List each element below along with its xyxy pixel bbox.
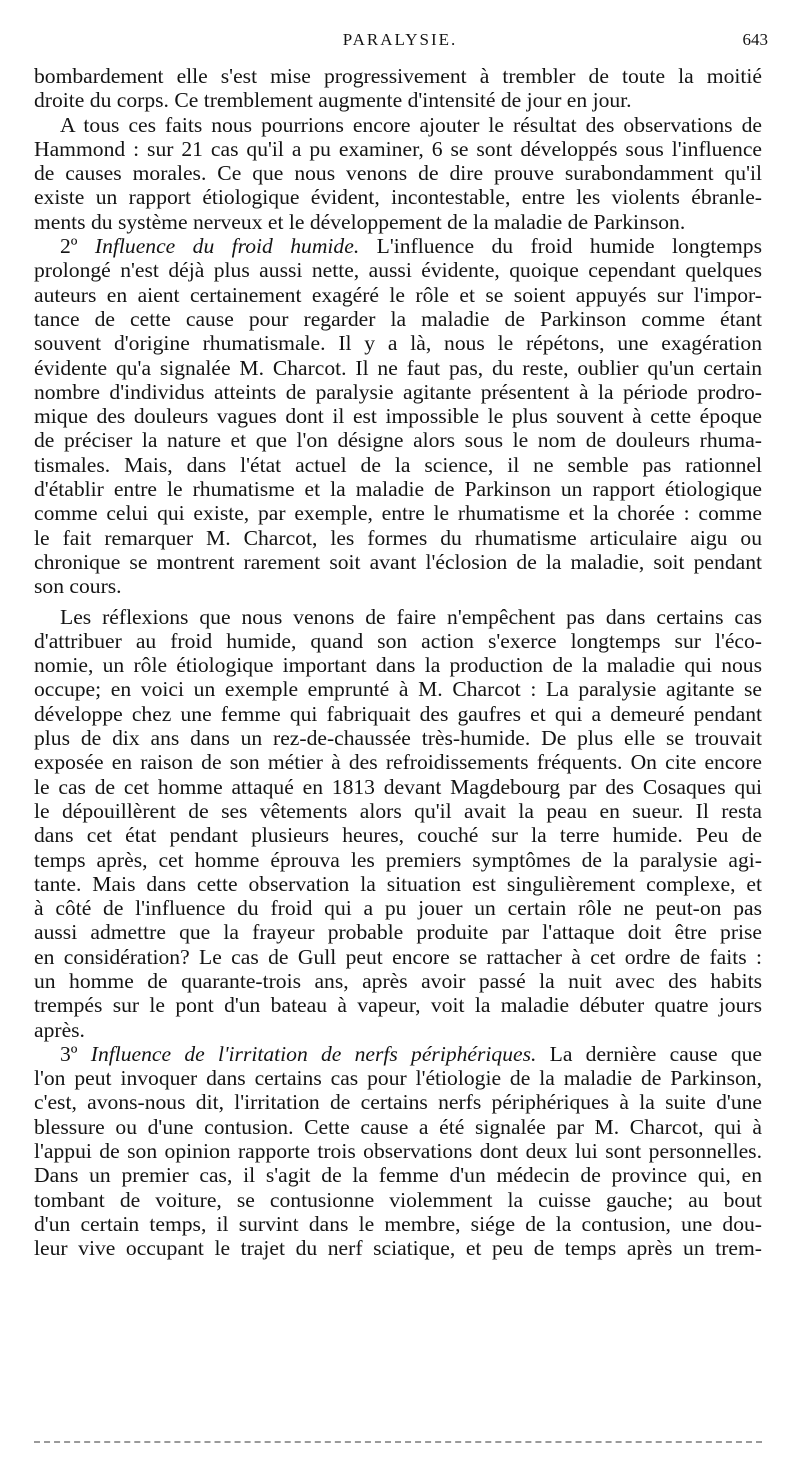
text-line: droite du corps. Ce tremblement augmente d'intensité de jour en jour. [34,88,632,113]
paragraph-reflexions [34,605,762,1042]
text-line: leur vive occupant le trajet du nerf sciatique, et peu de temps après un trem- [34,1236,762,1261]
text-line: exposée en raison de son métier à des refroidissements fréquents. On cite encore [34,750,762,775]
text-line: c'est, avons-nous dit, l'irritation de certains nerfs périphériques à la suite d'une [34,1090,762,1115]
text-line: son cours. [34,574,122,599]
text-line: évidente qu'a signalée M. Charcot. Il ne faut pas, du reste, oublier qu'un certain [34,355,762,380]
page-header [32,30,768,58]
text-line: plus de dix ans dans un rez-de-chaussée très-humide. De plus elle se trouvait [34,726,762,751]
text-line: ments du système nerveux et le développement de la maladie de Parkinson. [34,209,686,234]
text-line: mique des douleurs vagues dont il est impossible le plus souvent à cette époque [34,404,762,429]
text-line: bombardement elle s'est mise progressivement à trembler de toute la moitié [34,64,762,88]
text-line: tismales. Mais, dans l'état actuel de la science, il ne semble pas rationnel [34,452,762,477]
text-line: de causes morales. Ce que nous venons de dire prouve surabondamment qu'il [34,161,762,186]
text-line: temps après, cet homme éprouva les premiers symptômes de la paralysie agi- [34,847,762,872]
text-line: blessure ou d'une contusion. Cette cause a été signalée par M. Charcot, qui à [34,1114,762,1139]
text-line: nombre d'individus atteints de paralysie agitante présentent à la période prodro- [34,379,762,404]
text-line: d'établir entre le rhumatisme et la maladie de Parkinson un rapport étiologique [34,477,762,502]
section-number: 3º [60,1041,78,1066]
text-line: chronique se montrent rarement soit avant l'éclosion de la maladie, soit pendant [34,549,762,574]
section-heading-line [34,234,762,258]
text-line: un homme de quarante-trois ans, après avoir passé la nuit avec des habits [34,968,762,993]
text-line: à côté de l'influence du froid qui a pu jouer un certain rôle ne peut-on pas [34,896,762,921]
section-nerfs-peripheriques [34,1042,762,1261]
paragraph-bombardement [34,64,762,113]
text-line: d'un certain temps, il survint dans le membre, siége de la contusion, une dou- [34,1211,762,1236]
text-span: L'influence du froid humide longtemps [376,234,762,259]
text-span: La dernière cause que [549,1041,762,1066]
text-line: d'attribuer au froid humide, quand son action s'exerce longtemps sur l'éco- [34,628,762,653]
text-line: prolongé n'est déjà plus aussi nette, aussi évidente, quoique cependant quelques [34,258,762,283]
section-heading: Influence du froid humide. [94,234,360,259]
paragraph-hammond [34,113,762,234]
text-line: le cas de cet homme attaqué en 1813 devant Magdebourg par des Cosaques qui [34,774,762,799]
text-line: trempés sur le pont d'un bateau à vapeur, voit la maladie débuter quatre jours [34,993,762,1018]
text-line: tante. Mais dans cette observation la situation est singulièrement complexe, et [34,871,762,896]
running-title: PARALYSIE. [342,30,458,49]
section-heading: Influence de l'irritation de nerfs périphériques. [90,1041,537,1066]
text-line: souvent d'origine rhumatismale. Il y a là, nous le répétons, une exagération [34,331,762,356]
footer-rule [34,1441,762,1443]
text-line: en considération? Le cas de Gull peut encore se rattacher à cet ordre de faits : [34,944,762,969]
text-line: dans cet état pendant plusieurs heures, couché sur la terre humide. Peu de [34,823,762,848]
section-heading-line [34,1042,762,1066]
text-line: Les réflexions que nous venons de faire n'empêchent pas dans certains cas [60,604,762,629]
section-froid-humide [34,234,762,598]
text-line: nomie, un rôle étiologique important dans la production de la maladie qui nous [34,653,762,678]
text-line: le fait remarquer M. Charcot, les formes du rhumatisme articulaire aigu ou [34,525,762,550]
text-line: existe un rapport étiologique évident, incontestable, entre les violents ébranle- [34,185,762,210]
text-line: aussi admettre que la frayeur probable produite par l'attaque doit être prise [34,920,762,945]
body-text [34,64,762,1261]
text-line: l'on peut invoquer dans certains cas pour l'étiologie de la maladie de Parkinson, [34,1066,762,1091]
section-number: 2º [60,234,78,259]
text-line: occupe; en voici un exemple emprunté à M. Charcot : La paralysie agitante se [34,677,762,702]
text-line: l'appui de son opinion rapporte trois observations dont deux lui sont personnelles. [34,1139,762,1164]
text-line: de préciser la nature et que l'on désigne alors sous le nom de douleurs rhuma- [34,428,762,453]
text-line: le dépouillèrent de ses vêtements alors qu'il avait la peau en sueur. Il resta [34,798,762,823]
page-number: 643 [742,30,768,49]
text-line: auteurs en aient certainement exagéré le rôle et se soient appuyés sur l'impor- [34,282,762,307]
text-line: A tous ces faits nous pourrions encore ajouter le résultat des observations de [60,112,762,137]
text-line: comme celui qui existe, par exemple, entre le rhumatisme et la chorée : comme [34,501,762,526]
text-line: Dans un premier cas, il s'agit de la femme d'un médecin de province qui, en [34,1163,762,1188]
text-line: tombant de voiture, se contusionne violemment la cuisse gauche; au bout [34,1187,762,1212]
text-line: Hammond : sur 21 cas qu'il a pu examiner, 6 se sont développés sous l'influence [34,136,762,161]
text-line: après. [34,1017,85,1042]
text-line: développe chez une femme qui fabriquait des gaufres et qui a demeuré pendant [34,701,762,726]
text-line: tance de cette cause pour regarder la maladie de Parkinson comme étant [34,306,762,331]
